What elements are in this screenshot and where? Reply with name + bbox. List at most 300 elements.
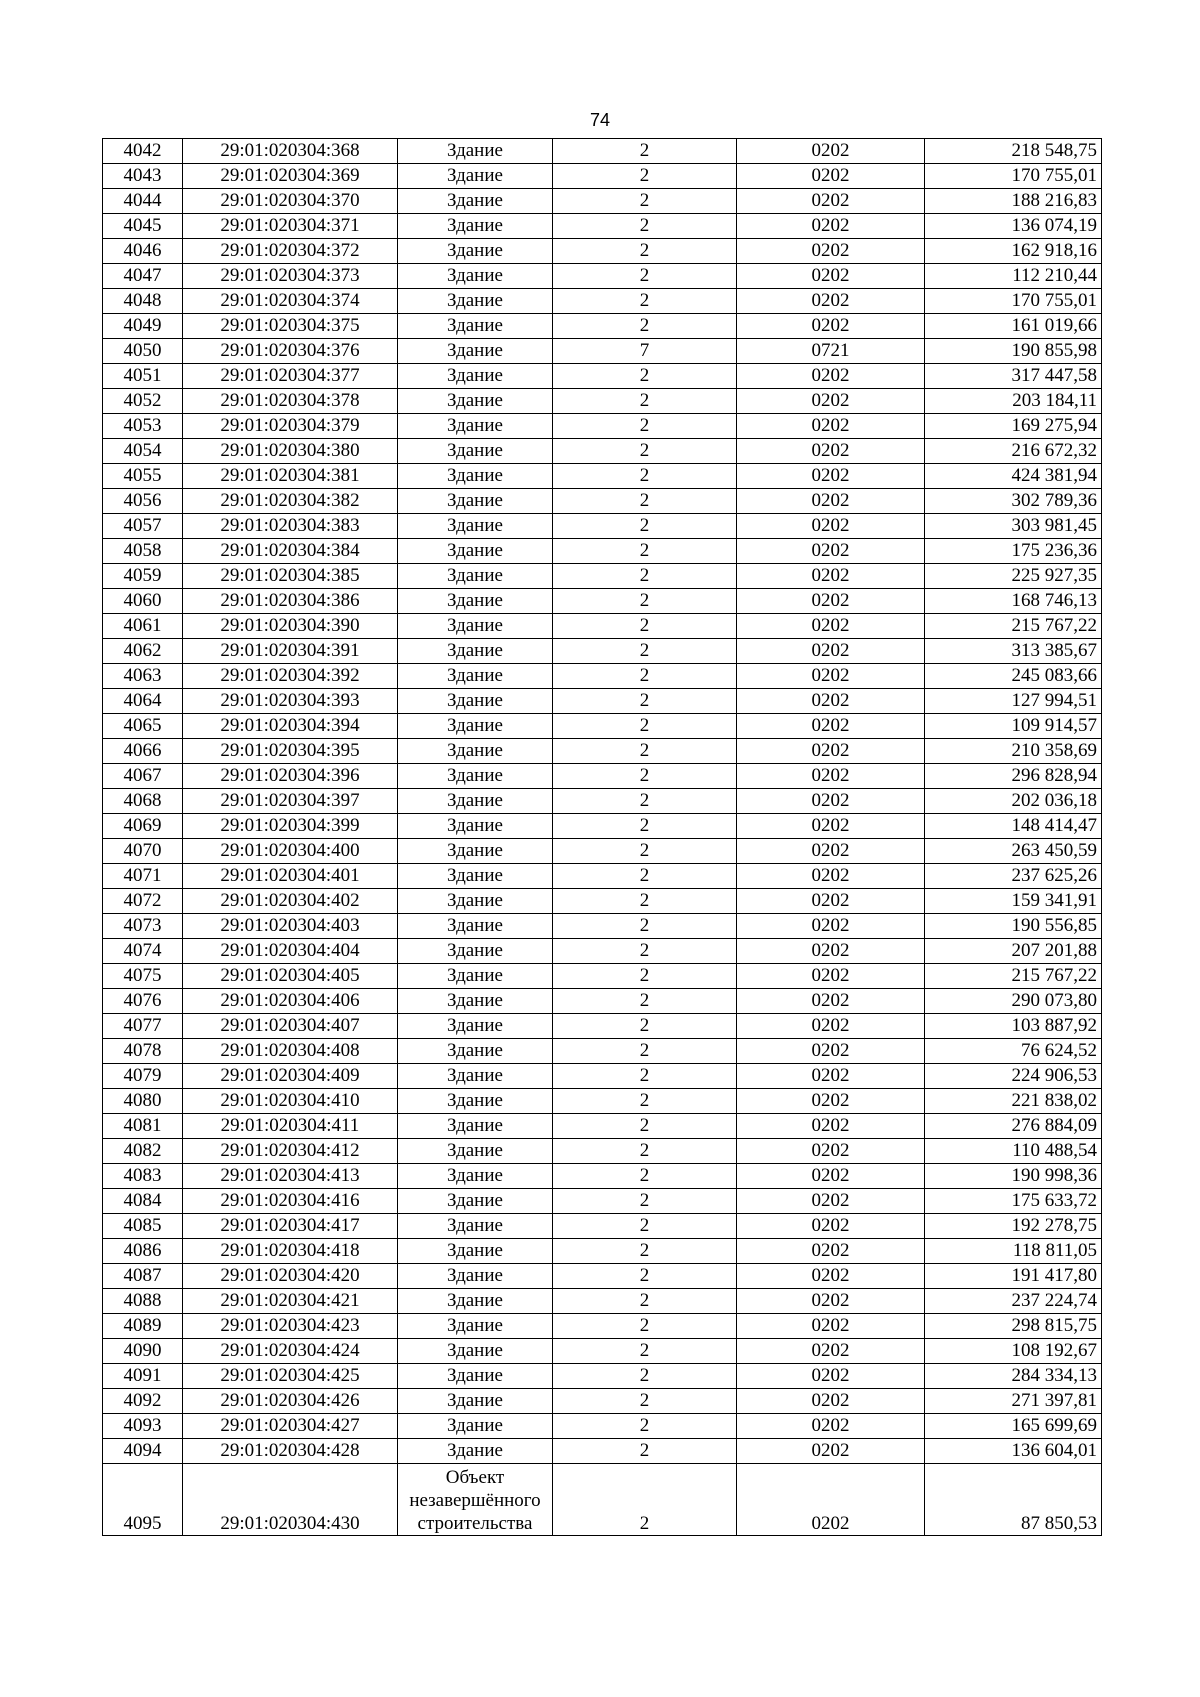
object-type-cell: Здание [398, 239, 553, 264]
table-row [103, 314, 1102, 339]
code-a-cell: 2 [553, 289, 737, 314]
table-row [103, 739, 1102, 764]
code-b-cell: 0202 [737, 714, 925, 739]
value-cell: 237 224,74 [925, 1289, 1102, 1314]
object-type-cell: Здание [398, 689, 553, 714]
code-a-cell: 2 [553, 689, 737, 714]
table-row [103, 214, 1102, 239]
row-number-cell: 4080 [103, 1089, 183, 1114]
code-a-cell: 2 [553, 1139, 737, 1164]
cadastral-number-cell: 29:01:020304:423 [183, 1314, 398, 1339]
cadastral-number-cell: 29:01:020304:416 [183, 1189, 398, 1214]
value-cell: 118 811,05 [925, 1239, 1102, 1264]
value-cell: 175 633,72 [925, 1189, 1102, 1214]
code-b-cell: 0202 [737, 864, 925, 889]
table-row [103, 1464, 1102, 1536]
value-cell: 188 216,83 [925, 189, 1102, 214]
value-cell: 190 998,36 [925, 1164, 1102, 1189]
code-b-cell: 0202 [737, 1364, 925, 1389]
row-number-cell: 4093 [103, 1414, 183, 1439]
cadastral-number-cell: 29:01:020304:408 [183, 1039, 398, 1064]
object-type-cell: Здание [398, 339, 553, 364]
object-type-cell: Здание [398, 714, 553, 739]
object-type-cell: Здание [398, 1289, 553, 1314]
row-number-cell: 4045 [103, 214, 183, 239]
cadastral-number-cell: 29:01:020304:410 [183, 1089, 398, 1114]
cadastral-number-cell: 29:01:020304:428 [183, 1439, 398, 1464]
object-type-cell: Здание [398, 564, 553, 589]
value-cell: 190 855,98 [925, 339, 1102, 364]
value-cell: 162 918,16 [925, 239, 1102, 264]
object-type-cell: Здание [398, 989, 553, 1014]
row-number-cell: 4069 [103, 814, 183, 839]
code-a-cell: 2 [553, 1414, 737, 1439]
code-b-cell: 0202 [737, 189, 925, 214]
registry-table [102, 138, 1102, 1536]
cadastral-number-cell: 29:01:020304:406 [183, 989, 398, 1014]
value-cell: 190 556,85 [925, 914, 1102, 939]
code-b-cell: 0202 [737, 1339, 925, 1364]
table-row [103, 1189, 1102, 1214]
object-type-cell: Здание [398, 489, 553, 514]
row-number-cell: 4084 [103, 1189, 183, 1214]
table-row [103, 1339, 1102, 1364]
code-b-cell: 0202 [737, 1439, 925, 1464]
object-type-cell: Здание [398, 1064, 553, 1089]
code-b-cell: 0202 [737, 1464, 925, 1536]
value-cell: 87 850,53 [925, 1464, 1102, 1536]
object-type-cell: Здание [398, 1439, 553, 1464]
row-number-cell: 4044 [103, 189, 183, 214]
code-a-cell: 2 [553, 564, 737, 589]
table-row [103, 1289, 1102, 1314]
table-row [103, 814, 1102, 839]
value-cell: 170 755,01 [925, 289, 1102, 314]
code-b-cell: 0202 [737, 1289, 925, 1314]
row-number-cell: 4083 [103, 1164, 183, 1189]
object-type-cell: Здание [398, 889, 553, 914]
code-a-cell: 2 [553, 864, 737, 889]
code-a-cell: 2 [553, 939, 737, 964]
code-a-cell: 2 [553, 1214, 737, 1239]
object-type-cell: Здание [398, 214, 553, 239]
code-a-cell: 2 [553, 389, 737, 414]
cadastral-number-cell: 29:01:020304:427 [183, 1414, 398, 1439]
code-a-cell: 2 [553, 714, 737, 739]
code-a-cell: 2 [553, 1364, 737, 1389]
code-b-cell: 0202 [737, 514, 925, 539]
object-type-cell: Здание [398, 1089, 553, 1114]
value-cell: 148 414,47 [925, 814, 1102, 839]
object-type-cell: Здание [398, 814, 553, 839]
value-cell: 215 767,22 [925, 614, 1102, 639]
value-cell: 218 548,75 [925, 139, 1102, 164]
cadastral-number-cell: 29:01:020304:385 [183, 564, 398, 589]
object-type-cell: Здание [398, 1264, 553, 1289]
value-cell: 191 417,80 [925, 1264, 1102, 1289]
code-b-cell: 0202 [737, 914, 925, 939]
row-number-cell: 4077 [103, 1014, 183, 1039]
table-row [103, 864, 1102, 889]
object-type-cell: Здание [398, 589, 553, 614]
code-b-cell: 0202 [737, 1114, 925, 1139]
code-a-cell: 2 [553, 1014, 737, 1039]
code-b-cell: 0202 [737, 1239, 925, 1264]
value-cell: 76 624,52 [925, 1039, 1102, 1064]
cadastral-number-cell: 29:01:020304:392 [183, 664, 398, 689]
code-b-cell: 0202 [737, 1014, 925, 1039]
cadastral-number-cell: 29:01:020304:411 [183, 1114, 398, 1139]
table-row [103, 589, 1102, 614]
row-number-cell: 4079 [103, 1064, 183, 1089]
row-number-cell: 4051 [103, 364, 183, 389]
cadastral-number-cell: 29:01:020304:424 [183, 1339, 398, 1364]
value-cell: 109 914,57 [925, 714, 1102, 739]
object-type-cell: Здание [398, 939, 553, 964]
table-row [103, 1314, 1102, 1339]
row-number-cell: 4086 [103, 1239, 183, 1264]
code-b-cell: 0202 [737, 664, 925, 689]
cadastral-number-cell: 29:01:020304:390 [183, 614, 398, 639]
code-a-cell: 2 [553, 739, 737, 764]
value-cell: 136 604,01 [925, 1439, 1102, 1464]
row-number-cell: 4067 [103, 764, 183, 789]
value-cell: 203 184,11 [925, 389, 1102, 414]
code-a-cell: 2 [553, 839, 737, 864]
object-type-cell: Здание [398, 839, 553, 864]
table-row [103, 364, 1102, 389]
cadastral-number-cell: 29:01:020304:397 [183, 789, 398, 814]
code-a-cell: 2 [553, 989, 737, 1014]
value-cell: 103 887,92 [925, 1014, 1102, 1039]
code-a-cell: 2 [553, 464, 737, 489]
object-type-cell: Здание [398, 439, 553, 464]
code-a-cell: 2 [553, 1089, 737, 1114]
row-number-cell: 4054 [103, 439, 183, 464]
value-cell: 175 236,36 [925, 539, 1102, 564]
code-b-cell: 0202 [737, 764, 925, 789]
code-b-cell: 0202 [737, 389, 925, 414]
table-row [103, 339, 1102, 364]
value-cell: 290 073,80 [925, 989, 1102, 1014]
table-row [103, 514, 1102, 539]
row-number-cell: 4075 [103, 964, 183, 989]
row-number-cell: 4074 [103, 939, 183, 964]
table-row [103, 489, 1102, 514]
registry-table-body [103, 139, 1102, 1536]
object-type-cell: Здание [398, 639, 553, 664]
value-cell: 168 746,13 [925, 589, 1102, 614]
code-a-cell: 2 [553, 314, 737, 339]
table-row [103, 639, 1102, 664]
code-b-cell: 0202 [737, 164, 925, 189]
cadastral-number-cell: 29:01:020304:380 [183, 439, 398, 464]
value-cell: 284 334,13 [925, 1364, 1102, 1389]
table-row [103, 1064, 1102, 1089]
table-row [103, 464, 1102, 489]
cadastral-number-cell: 29:01:020304:384 [183, 539, 398, 564]
value-cell: 302 789,36 [925, 489, 1102, 514]
cadastral-number-cell: 29:01:020304:383 [183, 514, 398, 539]
value-cell: 221 838,02 [925, 1089, 1102, 1114]
code-b-cell: 0202 [737, 489, 925, 514]
row-number-cell: 4057 [103, 514, 183, 539]
code-b-cell: 0202 [737, 689, 925, 714]
code-a-cell: 2 [553, 439, 737, 464]
code-a-cell: 2 [553, 1339, 737, 1364]
value-cell: 224 906,53 [925, 1064, 1102, 1089]
object-type-cell: Объект незавершённого строительства [398, 1464, 553, 1536]
cadastral-number-cell: 29:01:020304:402 [183, 889, 398, 914]
table-row [103, 1414, 1102, 1439]
value-cell: 298 815,75 [925, 1314, 1102, 1339]
code-b-cell: 0202 [737, 314, 925, 339]
table-row [103, 839, 1102, 864]
table-row [103, 389, 1102, 414]
cadastral-number-cell: 29:01:020304:373 [183, 264, 398, 289]
code-b-cell: 0202 [737, 1314, 925, 1339]
cadastral-number-cell: 29:01:020304:417 [183, 1214, 398, 1239]
cadastral-number-cell: 29:01:020304:425 [183, 1364, 398, 1389]
object-type-cell: Здание [398, 1239, 553, 1264]
table-row [103, 1439, 1102, 1464]
cadastral-number-cell: 29:01:020304:374 [183, 289, 398, 314]
code-a-cell: 2 [553, 1039, 737, 1064]
object-type-cell: Здание [398, 664, 553, 689]
value-cell: 202 036,18 [925, 789, 1102, 814]
table-row [103, 614, 1102, 639]
object-type-cell: Здание [398, 1314, 553, 1339]
cadastral-number-cell: 29:01:020304:418 [183, 1239, 398, 1264]
table-row [103, 539, 1102, 564]
code-b-cell: 0202 [737, 1414, 925, 1439]
cadastral-number-cell: 29:01:020304:400 [183, 839, 398, 864]
row-number-cell: 4070 [103, 839, 183, 864]
code-a-cell: 2 [553, 139, 737, 164]
object-type-cell: Здание [398, 164, 553, 189]
object-type-cell: Здание [398, 864, 553, 889]
cadastral-number-cell: 29:01:020304:378 [183, 389, 398, 414]
table-row [103, 264, 1102, 289]
code-b-cell: 0202 [737, 539, 925, 564]
code-b-cell: 0202 [737, 939, 925, 964]
code-a-cell: 2 [553, 539, 737, 564]
value-cell: 215 767,22 [925, 964, 1102, 989]
code-b-cell: 0202 [737, 1189, 925, 1214]
row-number-cell: 4078 [103, 1039, 183, 1064]
code-b-cell: 0202 [737, 464, 925, 489]
code-b-cell: 0202 [737, 789, 925, 814]
code-b-cell: 0202 [737, 439, 925, 464]
table-row [103, 989, 1102, 1014]
row-number-cell: 4082 [103, 1139, 183, 1164]
code-a-cell: 2 [553, 664, 737, 689]
cadastral-number-cell: 29:01:020304:413 [183, 1164, 398, 1189]
table-row [103, 564, 1102, 589]
code-b-cell: 0202 [737, 1164, 925, 1189]
table-row [103, 1164, 1102, 1189]
code-a-cell: 2 [553, 1464, 737, 1536]
value-cell: 263 450,59 [925, 839, 1102, 864]
cadastral-number-cell: 29:01:020304:403 [183, 914, 398, 939]
table-row [103, 789, 1102, 814]
row-number-cell: 4089 [103, 1314, 183, 1339]
cadastral-number-cell: 29:01:020304:430 [183, 1464, 398, 1536]
value-cell: 225 927,35 [925, 564, 1102, 589]
code-b-cell: 0202 [737, 289, 925, 314]
code-a-cell: 2 [553, 1389, 737, 1414]
row-number-cell: 4053 [103, 414, 183, 439]
table-row [103, 664, 1102, 689]
row-number-cell: 4060 [103, 589, 183, 614]
cadastral-number-cell: 29:01:020304:394 [183, 714, 398, 739]
row-number-cell: 4066 [103, 739, 183, 764]
cadastral-number-cell: 29:01:020304:396 [183, 764, 398, 789]
cadastral-number-cell: 29:01:020304:399 [183, 814, 398, 839]
code-a-cell: 2 [553, 489, 737, 514]
table-row [103, 239, 1102, 264]
code-a-cell: 2 [553, 1239, 737, 1264]
value-cell: 161 019,66 [925, 314, 1102, 339]
row-number-cell: 4048 [103, 289, 183, 314]
object-type-cell: Здание [398, 764, 553, 789]
row-number-cell: 4064 [103, 689, 183, 714]
object-type-cell: Здание [398, 1189, 553, 1214]
code-a-cell: 2 [553, 189, 737, 214]
object-type-cell: Здание [398, 914, 553, 939]
table-row [103, 1389, 1102, 1414]
code-b-cell: 0202 [737, 1264, 925, 1289]
cadastral-number-cell: 29:01:020304:391 [183, 639, 398, 664]
code-a-cell: 2 [553, 1289, 737, 1314]
code-b-cell: 0202 [737, 1389, 925, 1414]
row-number-cell: 4062 [103, 639, 183, 664]
value-cell: 159 341,91 [925, 889, 1102, 914]
value-cell: 303 981,45 [925, 514, 1102, 539]
object-type-cell: Здание [398, 964, 553, 989]
table-row [103, 414, 1102, 439]
object-type-cell: Здание [398, 739, 553, 764]
code-b-cell: 0202 [737, 139, 925, 164]
value-cell: 165 699,69 [925, 1414, 1102, 1439]
code-b-cell: 0202 [737, 239, 925, 264]
object-type-cell: Здание [398, 1364, 553, 1389]
table-row [103, 1239, 1102, 1264]
object-type-cell: Здание [398, 1389, 553, 1414]
cadastral-number-cell: 29:01:020304:376 [183, 339, 398, 364]
object-type-cell: Здание [398, 364, 553, 389]
code-a-cell: 2 [553, 764, 737, 789]
cadastral-number-cell: 29:01:020304:426 [183, 1389, 398, 1414]
code-b-cell: 0202 [737, 414, 925, 439]
table-row [103, 764, 1102, 789]
code-b-cell: 0202 [737, 989, 925, 1014]
cadastral-number-cell: 29:01:020304:369 [183, 164, 398, 189]
row-number-cell: 4090 [103, 1339, 183, 1364]
row-number-cell: 4092 [103, 1389, 183, 1414]
code-b-cell: 0202 [737, 1039, 925, 1064]
table-row [103, 439, 1102, 464]
code-a-cell: 2 [553, 214, 737, 239]
row-number-cell: 4065 [103, 714, 183, 739]
cadastral-number-cell: 29:01:020304:372 [183, 239, 398, 264]
row-number-cell: 4081 [103, 1114, 183, 1139]
value-cell: 207 201,88 [925, 939, 1102, 964]
value-cell: 245 083,66 [925, 664, 1102, 689]
code-a-cell: 2 [553, 1114, 737, 1139]
object-type-cell: Здание [398, 1139, 553, 1164]
code-b-cell: 0202 [737, 1064, 925, 1089]
value-cell: 276 884,09 [925, 1114, 1102, 1139]
object-type-cell: Здание [398, 1339, 553, 1364]
object-type-cell: Здание [398, 464, 553, 489]
code-a-cell: 2 [553, 964, 737, 989]
code-a-cell: 2 [553, 889, 737, 914]
cadastral-number-cell: 29:01:020304:377 [183, 364, 398, 389]
table-row [103, 889, 1102, 914]
code-a-cell: 2 [553, 1314, 737, 1339]
value-cell: 127 994,51 [925, 689, 1102, 714]
row-number-cell: 4042 [103, 139, 183, 164]
table-row [103, 289, 1102, 314]
cadastral-number-cell: 29:01:020304:382 [183, 489, 398, 514]
code-b-cell: 0202 [737, 1214, 925, 1239]
code-a-cell: 2 [553, 1064, 737, 1089]
code-b-cell: 0202 [737, 839, 925, 864]
table-row [103, 964, 1102, 989]
value-cell: 136 074,19 [925, 214, 1102, 239]
table-row [103, 1364, 1102, 1389]
value-cell: 110 488,54 [925, 1139, 1102, 1164]
code-b-cell: 0202 [737, 639, 925, 664]
table-row [103, 689, 1102, 714]
table-row [103, 714, 1102, 739]
value-cell: 192 278,75 [925, 1214, 1102, 1239]
row-number-cell: 4091 [103, 1364, 183, 1389]
object-type-cell: Здание [398, 539, 553, 564]
cadastral-number-cell: 29:01:020304:379 [183, 414, 398, 439]
table-row [103, 1264, 1102, 1289]
code-a-cell: 2 [553, 639, 737, 664]
row-number-cell: 4071 [103, 864, 183, 889]
code-a-cell: 2 [553, 1189, 737, 1214]
code-a-cell: 2 [553, 514, 737, 539]
code-b-cell: 0202 [737, 364, 925, 389]
cadastral-number-cell: 29:01:020304:375 [183, 314, 398, 339]
cadastral-number-cell: 29:01:020304:370 [183, 189, 398, 214]
object-type-cell: Здание [398, 1214, 553, 1239]
code-b-cell: 0202 [737, 1089, 925, 1114]
value-cell: 271 397,81 [925, 1389, 1102, 1414]
row-number-cell: 4072 [103, 889, 183, 914]
object-type-cell: Здание [398, 389, 553, 414]
code-a-cell: 2 [553, 239, 737, 264]
code-b-cell: 0202 [737, 564, 925, 589]
table-row [103, 189, 1102, 214]
object-type-cell: Здание [398, 289, 553, 314]
row-number-cell: 4052 [103, 389, 183, 414]
row-number-cell: 4061 [103, 614, 183, 639]
page-number: 74 [589, 110, 611, 130]
cadastral-number-cell: 29:01:020304:421 [183, 1289, 398, 1314]
value-cell: 317 447,58 [925, 364, 1102, 389]
object-type-cell: Здание [398, 189, 553, 214]
code-a-cell: 2 [553, 614, 737, 639]
object-type-cell: Здание [398, 264, 553, 289]
cadastral-number-cell: 29:01:020304:420 [183, 1264, 398, 1289]
code-b-cell: 0202 [737, 814, 925, 839]
code-a-cell: 2 [553, 814, 737, 839]
